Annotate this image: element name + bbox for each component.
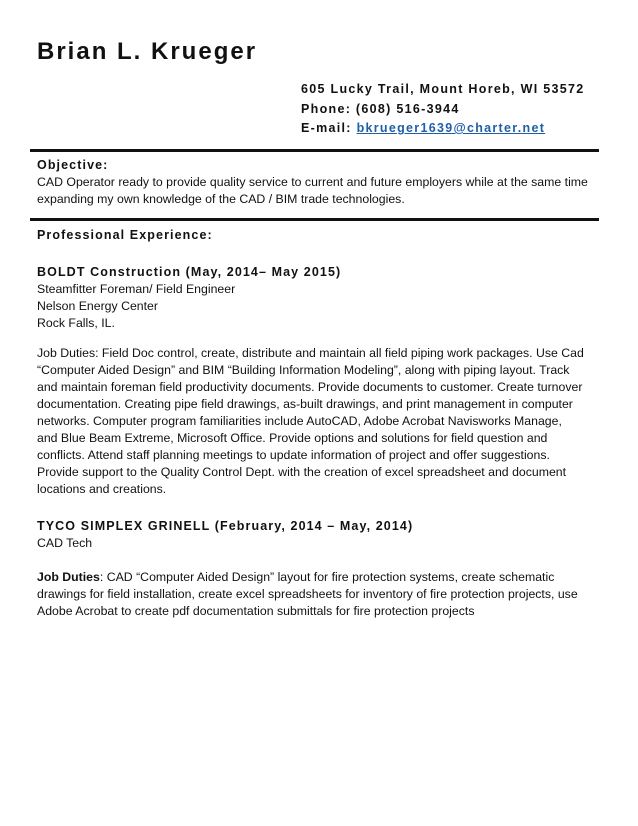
duties-text: : CAD “Computer Aided Design” layout for fire protection systems, create schematic bbox=[99, 570, 555, 584]
duties-line: Job Duties: Field Doc control, create, distribute and maintain all field piping work packages. Use Cad bbox=[37, 346, 584, 360]
objective-line: expanding my own knowledge of the CAD / BIM trade technologies. bbox=[37, 192, 405, 206]
duties-line: conflicts. Attend staff planning meetings to update information of project and offer suggestions. bbox=[37, 448, 550, 462]
divider bbox=[30, 218, 599, 221]
job-location: Rock Falls, IL. bbox=[37, 316, 115, 330]
duties-line: documentation. Creating pipe field drawings, as-built drawings, and print management in computer bbox=[37, 397, 573, 411]
address: 605 Lucky Trail, Mount Horeb, WI 53572 bbox=[301, 82, 585, 96]
duties-line: Adobe Acrobat to create pdf documentation submittals for fire protection projects bbox=[37, 604, 475, 618]
email-label: E-mail: bbox=[301, 121, 352, 135]
objective-line: CAD Operator ready to provide quality service to current and future employers while at the same time bbox=[37, 175, 588, 189]
email-link[interactable]: bkrueger1639@charter.net bbox=[356, 121, 546, 135]
experience-heading: Professional Experience: bbox=[37, 228, 213, 242]
job-site: Nelson Energy Center bbox=[37, 299, 158, 313]
job-duties bbox=[37, 345, 607, 498]
duties-line: “Computer Aided Design” and BIM “Building Information Modeling”, along with piping layout. Track bbox=[37, 363, 570, 377]
job-title: TYCO SIMPLEX GRINELL (February, 2014 – May, 2014) bbox=[37, 519, 414, 533]
job-title: BOLDT Construction (May, 2014– May 2015) bbox=[37, 265, 342, 279]
job-duties bbox=[37, 569, 607, 620]
phone: Phone: (608) 516-3944 bbox=[301, 101, 460, 116]
duties-line bbox=[37, 569, 607, 586]
duties-line: networks. Computer program familiarities include AutoCAD, Adobe Acrobat Navisworks Manage, bbox=[37, 414, 562, 428]
duties-line: and maintain foreman field productivity documents. Provide documents to customer. Create turnover bbox=[37, 380, 583, 394]
email-line bbox=[301, 119, 585, 139]
contact-block bbox=[301, 80, 585, 139]
divider bbox=[30, 149, 599, 152]
job-role: Steamfitter Foreman/ Field Engineer bbox=[37, 282, 236, 296]
duties-line: Provide support to the Quality Control Dept. with the creation of excel spreadsheet and document bbox=[37, 465, 567, 479]
job-details bbox=[37, 535, 607, 552]
job-details bbox=[37, 281, 607, 332]
duties-line: and Blue Beam Extreme, Microsoft Office. Provide options and solutions for field question and bbox=[37, 431, 548, 445]
job-role: CAD Tech bbox=[37, 536, 93, 550]
candidate-name: Brian L. Krueger bbox=[37, 38, 258, 65]
objective-text bbox=[37, 174, 607, 208]
objective-heading: Objective: bbox=[37, 158, 109, 172]
duties-label: Job Duties bbox=[37, 570, 100, 584]
duties-line: locations and creations. bbox=[37, 482, 167, 496]
duties-line: drawings for field installation, create excel spreadsheets for inventory of fire protection projects, use bbox=[37, 587, 578, 601]
